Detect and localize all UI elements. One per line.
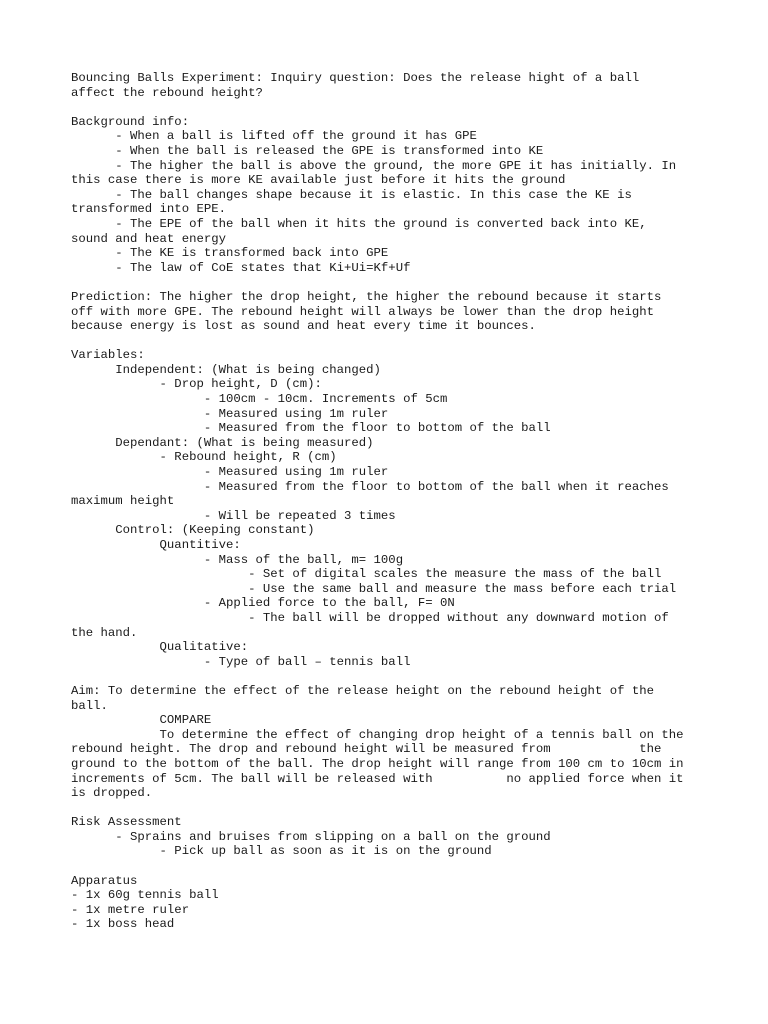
document-line: COMPARE bbox=[71, 713, 212, 728]
document-line: ground to the bottom of the ball. The drop height will range from 100 cm to 10cm in bbox=[71, 756, 684, 771]
blank-line bbox=[71, 334, 706, 349]
document-line: - The KE is transformed back into GPE bbox=[71, 246, 389, 261]
document-line: - The higher the ball is above the ground, the more GPE it has initially. In bbox=[71, 158, 677, 173]
document-line: - Use the same ball and measure the mass before each trial bbox=[71, 581, 677, 596]
document-line: - The EPE of the ball when it hits the ground is converted back into KE, bbox=[71, 216, 647, 231]
document-line: - Measured from the floor to bottom of the ball bbox=[71, 421, 551, 436]
document-line: sound and heat energy bbox=[71, 231, 226, 246]
document-line: - Measured using 1m ruler bbox=[71, 465, 389, 480]
document-line: Background info: bbox=[71, 114, 190, 129]
document-line: is dropped. bbox=[71, 786, 153, 801]
blank-line bbox=[71, 859, 706, 874]
document-line: - Measured from the floor to bottom of the ball when it reaches bbox=[71, 479, 669, 494]
document-line: this case there is more KE available just before it hits the ground bbox=[71, 173, 566, 188]
blank-line bbox=[71, 100, 706, 115]
document-line: maximum height bbox=[71, 494, 175, 509]
document-line: - Measured using 1m ruler bbox=[71, 406, 389, 421]
document-line: Risk Assessment bbox=[71, 815, 182, 830]
document-line: - The ball changes shape because it is elastic. In this case the KE is bbox=[71, 187, 632, 202]
document-line: Independent: (What is being changed) bbox=[71, 362, 381, 377]
document-line: - Set of digital scales the measure the mass of the ball bbox=[71, 567, 662, 582]
document-line: Bouncing Balls Experiment: Inquiry question: Does the release hight of a ball bbox=[71, 71, 640, 85]
document-line: Quantitive: bbox=[71, 538, 241, 552]
blank-line bbox=[71, 275, 706, 290]
document-line: - The law of CoE states that Ki+Ui=Kf+Uf bbox=[71, 260, 411, 275]
blank-line bbox=[71, 669, 706, 684]
document-line: Apparatus bbox=[71, 873, 138, 888]
document-line: To determine the effect of changing drop height of a tennis ball on the bbox=[71, 727, 684, 742]
document-line: - Type of ball – tennis ball bbox=[71, 654, 411, 669]
document-line: - 1x 60g tennis ball bbox=[71, 888, 219, 903]
document-line: - The ball will be dropped without any downward motion of bbox=[71, 610, 669, 625]
document-line: - 1x metre ruler bbox=[71, 902, 190, 917]
document-line: Aim: To determine the effect of the release height on the rebound height of the bbox=[71, 683, 654, 698]
document-line: - When the ball is released the GPE is transformed into KE bbox=[71, 143, 544, 158]
blank-line bbox=[71, 801, 706, 816]
document-line: Control: (Keeping constant) bbox=[71, 523, 315, 538]
document-line: ball. bbox=[71, 698, 108, 713]
document-body bbox=[71, 71, 706, 932]
document-line: Dependant: (What is being measured) bbox=[71, 435, 374, 450]
document-line: increments of 5cm. The ball will be released with no applied force when it bbox=[71, 771, 684, 786]
document-line: Qualitative: bbox=[71, 640, 249, 655]
document-line: - 100cm - 10cm. Increments of 5cm bbox=[71, 392, 448, 407]
document-line: because energy is lost as sound and heat every time it bounces. bbox=[71, 319, 536, 334]
document-line: - Will be repeated 3 times bbox=[71, 508, 396, 523]
document-line: Prediction: The higher the drop height, the higher the rebound because it starts bbox=[71, 289, 662, 304]
document-line: - Applied force to the ball, F= 0N bbox=[71, 596, 455, 611]
document-line: - Rebound height, R (cm) bbox=[71, 450, 337, 465]
document-line: - Drop height, D (cm): bbox=[71, 377, 322, 392]
document-line: - 1x boss head bbox=[71, 917, 175, 932]
document-line: - Sprains and bruises from slipping on a ball on the ground bbox=[71, 829, 551, 844]
document-line: the hand. bbox=[71, 625, 138, 640]
document-line: off with more GPE. The rebound height will always be lower than the drop height bbox=[71, 304, 654, 319]
document-line: affect the rebound height? bbox=[71, 85, 263, 100]
document-line: rebound height. The drop and rebound height will be measured from the bbox=[71, 742, 662, 757]
document-line: - Pick up ball as soon as it is on the ground bbox=[71, 844, 492, 859]
document-line: transformed into EPE. bbox=[71, 202, 226, 217]
document-line: - When a ball is lifted off the ground it has GPE bbox=[71, 129, 477, 144]
document-line: Variables: bbox=[71, 348, 145, 363]
document-line: - Mass of the ball, m= 100g bbox=[71, 552, 404, 567]
